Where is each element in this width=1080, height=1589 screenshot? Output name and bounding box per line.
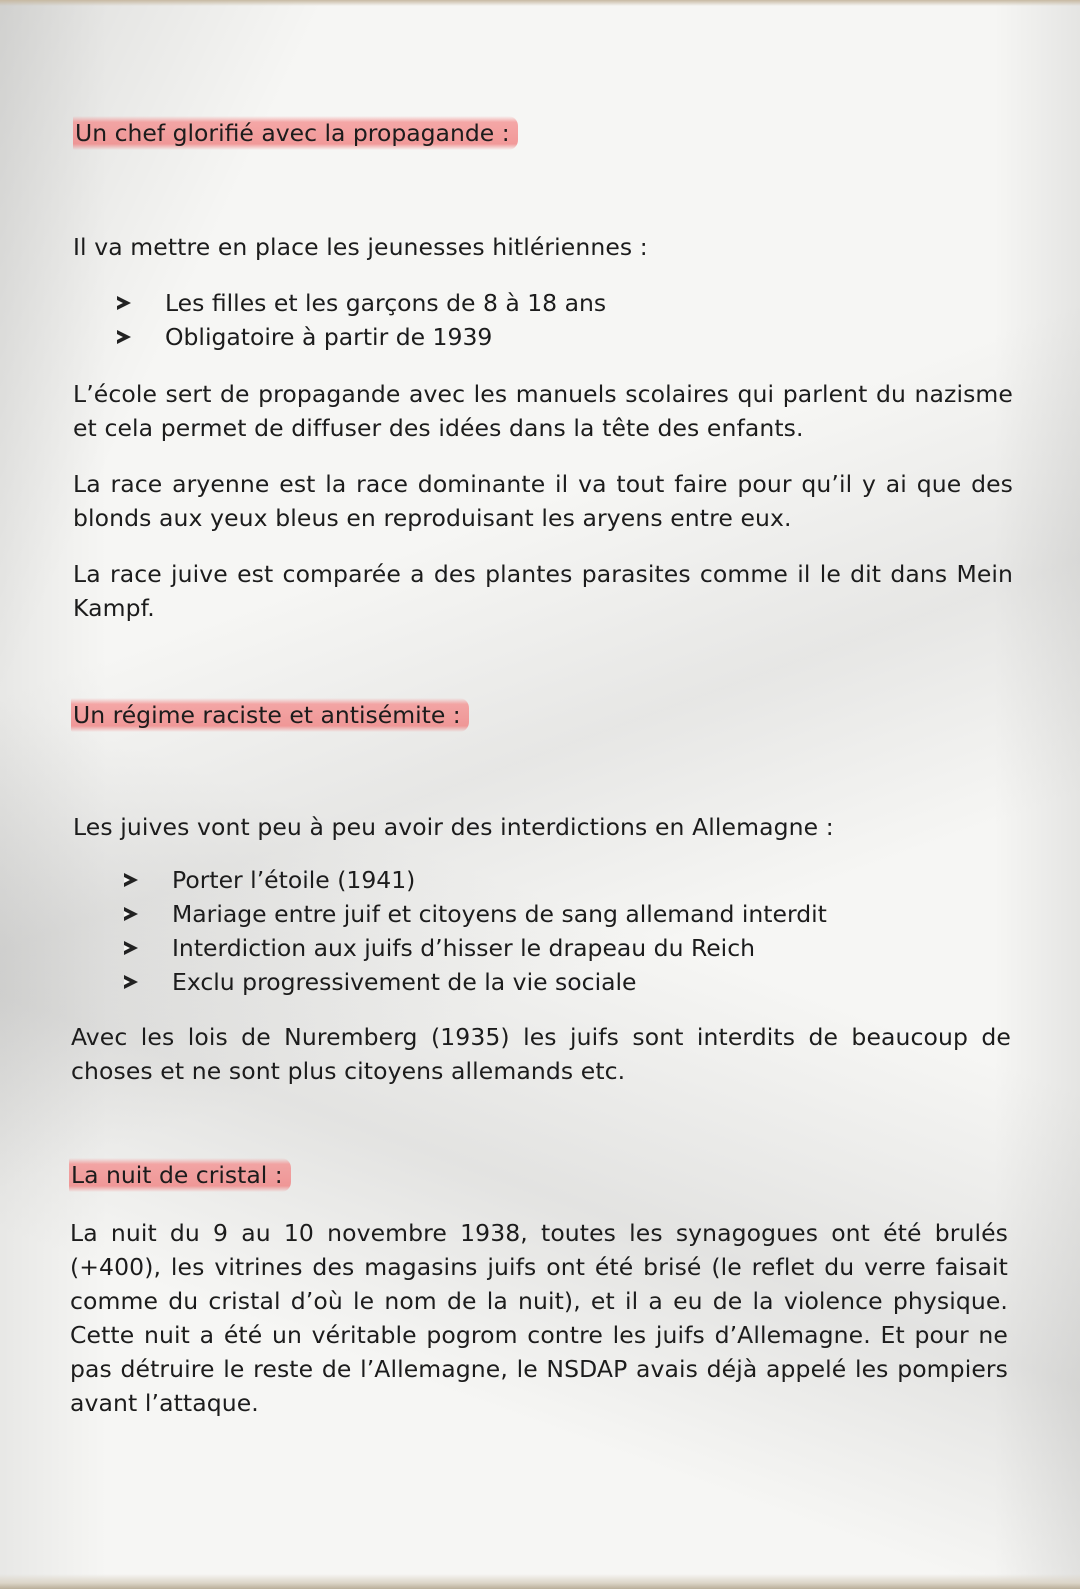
list-item-text: Obligatoire à partir de 1939 — [165, 323, 493, 351]
list-item — [124, 897, 1004, 931]
arrow-bullet-icon — [117, 296, 131, 310]
bullet-list-hitler-youth — [117, 286, 997, 354]
bullet-list-interdictions — [124, 863, 1004, 999]
list-item — [117, 286, 997, 320]
section-intro-interdictions: Les juives vont peu à peu avoir des interdictions en Allemagne : — [73, 813, 834, 841]
section-heading-racist-regime: Un régime raciste et antisémite : — [71, 698, 469, 732]
arrow-bullet-icon — [124, 873, 138, 887]
paragraph-aryan-race: La race aryenne est la race dominante il va tout faire pour qu’il y ai que des blonds aux yeux bleus en reproduisant les aryens entre eux. — [73, 470, 1013, 532]
list-item-text: Les filles et les garçons de 8 à 18 ans — [165, 289, 607, 317]
section-intro-hitler-youth: Il va mettre en place les jeunesses hitlériennes : — [73, 233, 648, 261]
list-item — [124, 965, 1004, 999]
list-item — [124, 863, 1004, 897]
paper-bottom-edge — [0, 1574, 1080, 1589]
list-item-text: Interdiction aux juifs d’hisser le drapeau du Reich — [172, 934, 756, 962]
paragraph-mein-kampf: La race juive est comparée a des plantes parasites comme il le dit dans Mein Kampf. — [73, 560, 1013, 622]
paragraph-school-propaganda: L’école sert de propagande avec les manuels scolaires qui parlent du nazisme et cela permet de diffuser des idées dans la tête des enfants. — [73, 380, 1013, 442]
list-item — [124, 931, 1004, 965]
arrow-bullet-icon — [124, 907, 138, 921]
paper-top-edge — [0, 0, 1080, 6]
arrow-bullet-icon — [124, 975, 138, 989]
list-item — [117, 320, 997, 354]
list-item-text: Mariage entre juif et citoyens de sang allemand interdit — [172, 900, 827, 928]
section-heading-crystal-night: La nuit de cristal : — [69, 1158, 291, 1192]
list-item-text: Exclu progressivement de la vie sociale — [172, 968, 637, 996]
arrow-bullet-icon — [117, 330, 131, 344]
paragraph-crystal-night: La nuit du 9 au 10 novembre 1938, toutes les synagogues ont été brulés (+400), les vitrines des magasins juifs ont été brisé (le reflet du verre faisait comme du cristal d’où le nom de la nuit), et il a eu de la violence physique. Cette nuit a été un véritable pogrom contre les juifs d’Allemagne. Et pour ne pas détruire le reste de l’Allemagne, le NSDAP avais déjà appelé les pompiers avant l’attaque. — [70, 1219, 1008, 1417]
list-item-text: Porter l’étoile (1941) — [172, 866, 416, 894]
section-heading-propaganda: Un chef glorifié avec la propagande : — [73, 116, 518, 150]
paragraph-nuremberg-laws: Avec les lois de Nuremberg (1935) les juifs sont interdits de beaucoup de choses et ne sont plus citoyens allemands etc. — [71, 1023, 1011, 1085]
arrow-bullet-icon — [124, 941, 138, 955]
